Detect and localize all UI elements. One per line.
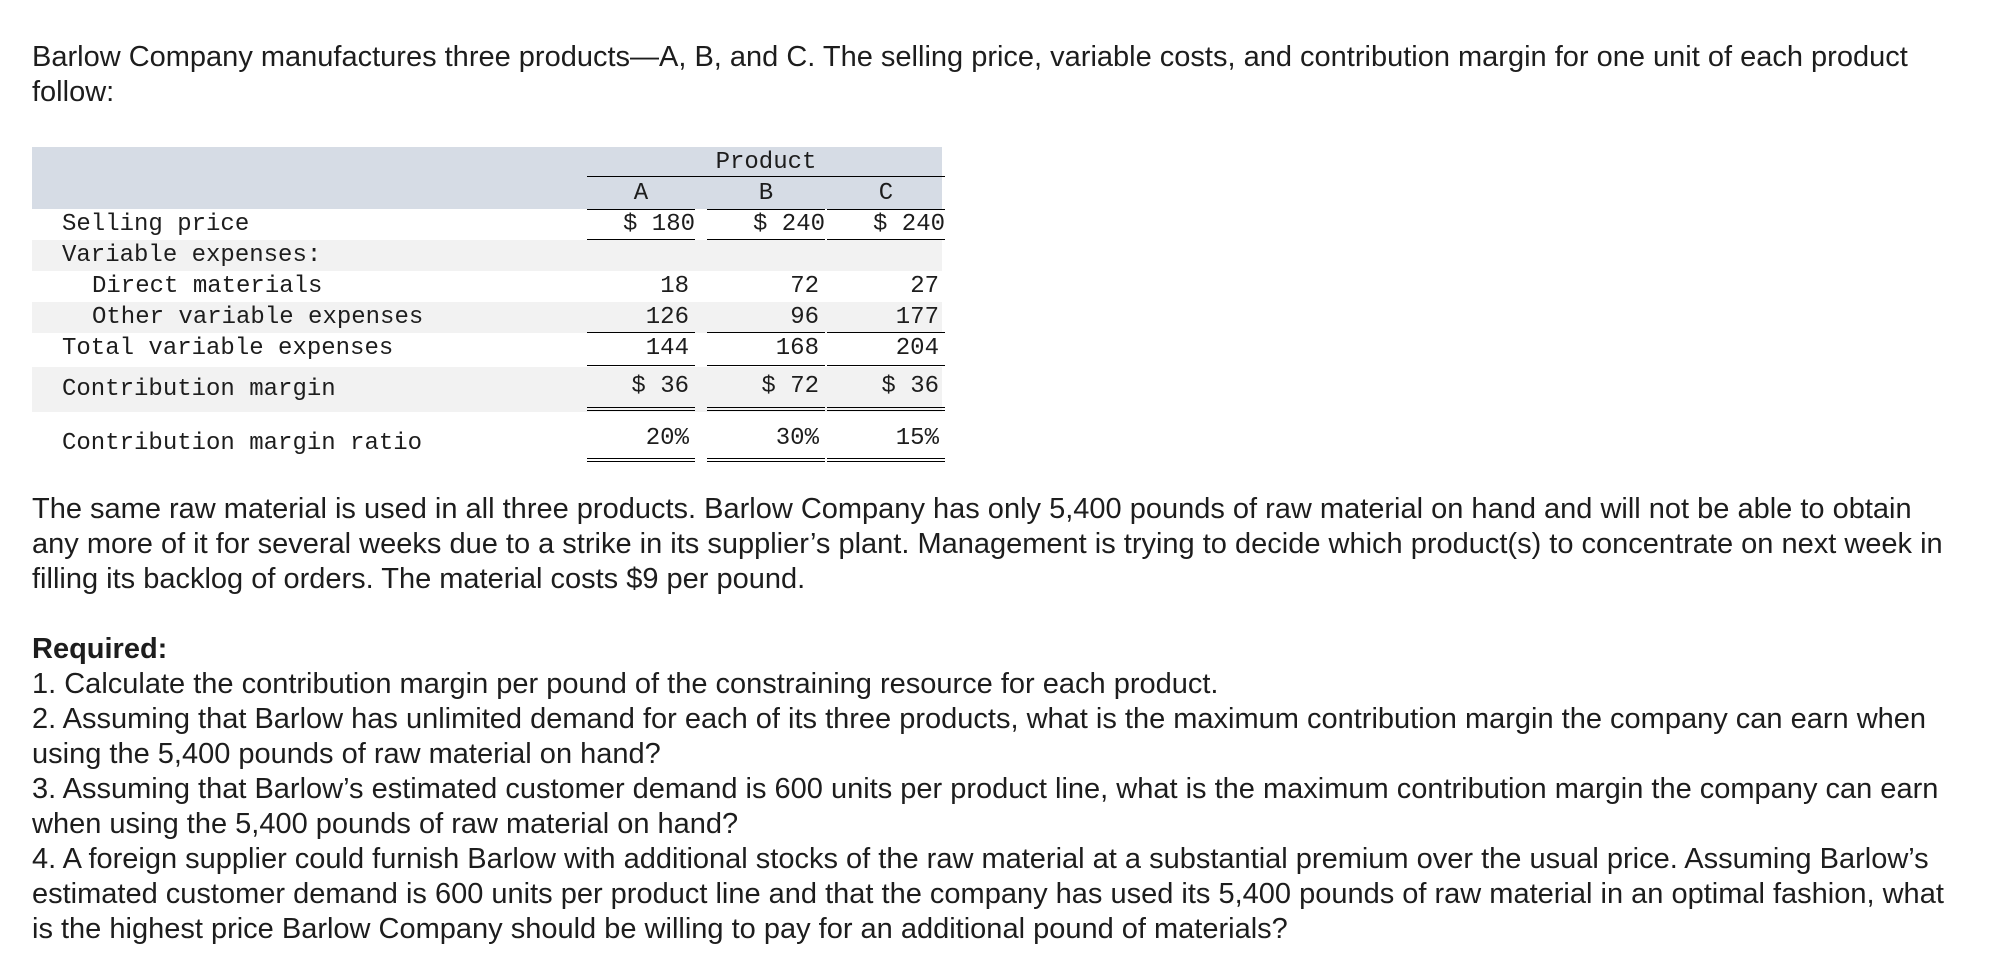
cell-other-variable-b: 96: [707, 302, 825, 333]
table-row: [32, 302, 942, 333]
cell-cm-ratio-a: 20%: [587, 420, 695, 462]
table-row: [32, 240, 942, 271]
cell-total-variable-a: 144: [587, 333, 695, 366]
cell-direct-materials-a: 18: [660, 273, 689, 300]
column-header-b: B: [758, 180, 774, 207]
cell-direct-materials-b: 72: [790, 273, 819, 300]
table-column-header-row: [32, 178, 942, 209]
row-label-total-variable-expenses: Total variable expenses: [62, 335, 394, 362]
cell-selling-price-b: $ 240: [707, 209, 825, 240]
cell-cm-ratio-b: 30%: [707, 420, 825, 462]
table-row: [32, 333, 942, 367]
required-item-3: 3. Assuming that Barlow’s estimated customer demand is 600 units per product line, what is the maximum contribution margin the company can earn when using the 5,400 pounds of raw material on hand?: [32, 773, 1939, 840]
cell-contribution-margin-b: $ 72: [707, 367, 825, 411]
row-label-variable-expenses: Variable expenses:: [62, 242, 322, 269]
cell-selling-price-a: $ 180: [587, 209, 695, 240]
raw-material-paragraph: The same raw material is used in all three products. Barlow Company has only 5,400 pounds of raw material on hand and will not be able to obtain any more of it for several weeks due to a strike in its supplier’s plant. Management is trying to decide which product(s) to concentrate on next week in filling its backlog of orders. The material costs $9 per pound.: [32, 493, 1943, 595]
column-header-c: C: [878, 180, 894, 207]
cell-other-variable-a: 126: [587, 302, 695, 333]
column-header-a: A: [633, 180, 649, 207]
required-item-1: 1. Calculate the contribution margin per pound of the constraining resource for each product.: [32, 668, 1219, 700]
required-item-2: 2. Assuming that Barlow has unlimited demand for each of its three products, what is the maximum contribution margin the company can earn when using the 5,400 pounds of raw material on hand?: [32, 703, 1927, 770]
cell-other-variable-c: 177: [827, 302, 945, 333]
row-label-contribution-margin: Contribution margin: [62, 376, 336, 403]
table-row: [32, 271, 942, 302]
product-group-header: Product: [587, 147, 945, 177]
required-heading: Required:: [32, 633, 168, 665]
row-label-other-variable-expenses: Other variable expenses: [92, 304, 424, 331]
table-row: [32, 412, 942, 466]
cell-total-variable-c: 204: [827, 333, 945, 366]
row-label-contribution-margin-ratio: Contribution margin ratio: [62, 430, 423, 457]
cell-cm-ratio-c: 15%: [827, 420, 945, 462]
cell-contribution-margin-a: $ 36: [587, 367, 695, 411]
row-label-selling-price: Selling price: [62, 211, 250, 238]
cell-contribution-margin-c: $ 36: [827, 367, 945, 411]
cell-selling-price-c: $ 240: [827, 209, 945, 240]
required-section: [32, 632, 1962, 947]
row-label-direct-materials: Direct materials: [92, 273, 323, 300]
intro-paragraph: Barlow Company manufactures three products—A, B, and C. The selling price, variable costs, and contribution margin for one unit of each product follow:: [32, 41, 1908, 108]
table-header-row: [32, 147, 942, 178]
table-row: [32, 367, 942, 412]
cell-total-variable-b: 168: [707, 333, 825, 366]
table-row: [32, 209, 945, 240]
product-cost-table: [32, 147, 945, 466]
cell-direct-materials-c: 27: [910, 273, 939, 300]
required-item-4: 4. A foreign supplier could furnish Barlow with additional stocks of the raw material at a substantial premium over the usual price. Assuming Barlow’s estimated customer demand is 600 units per product line and that the company has used its 5,400 pounds of raw material in an optimal fashion, what is the highest price Barlow Company should be willing to pay for an additional pound of materials?: [32, 843, 1944, 945]
